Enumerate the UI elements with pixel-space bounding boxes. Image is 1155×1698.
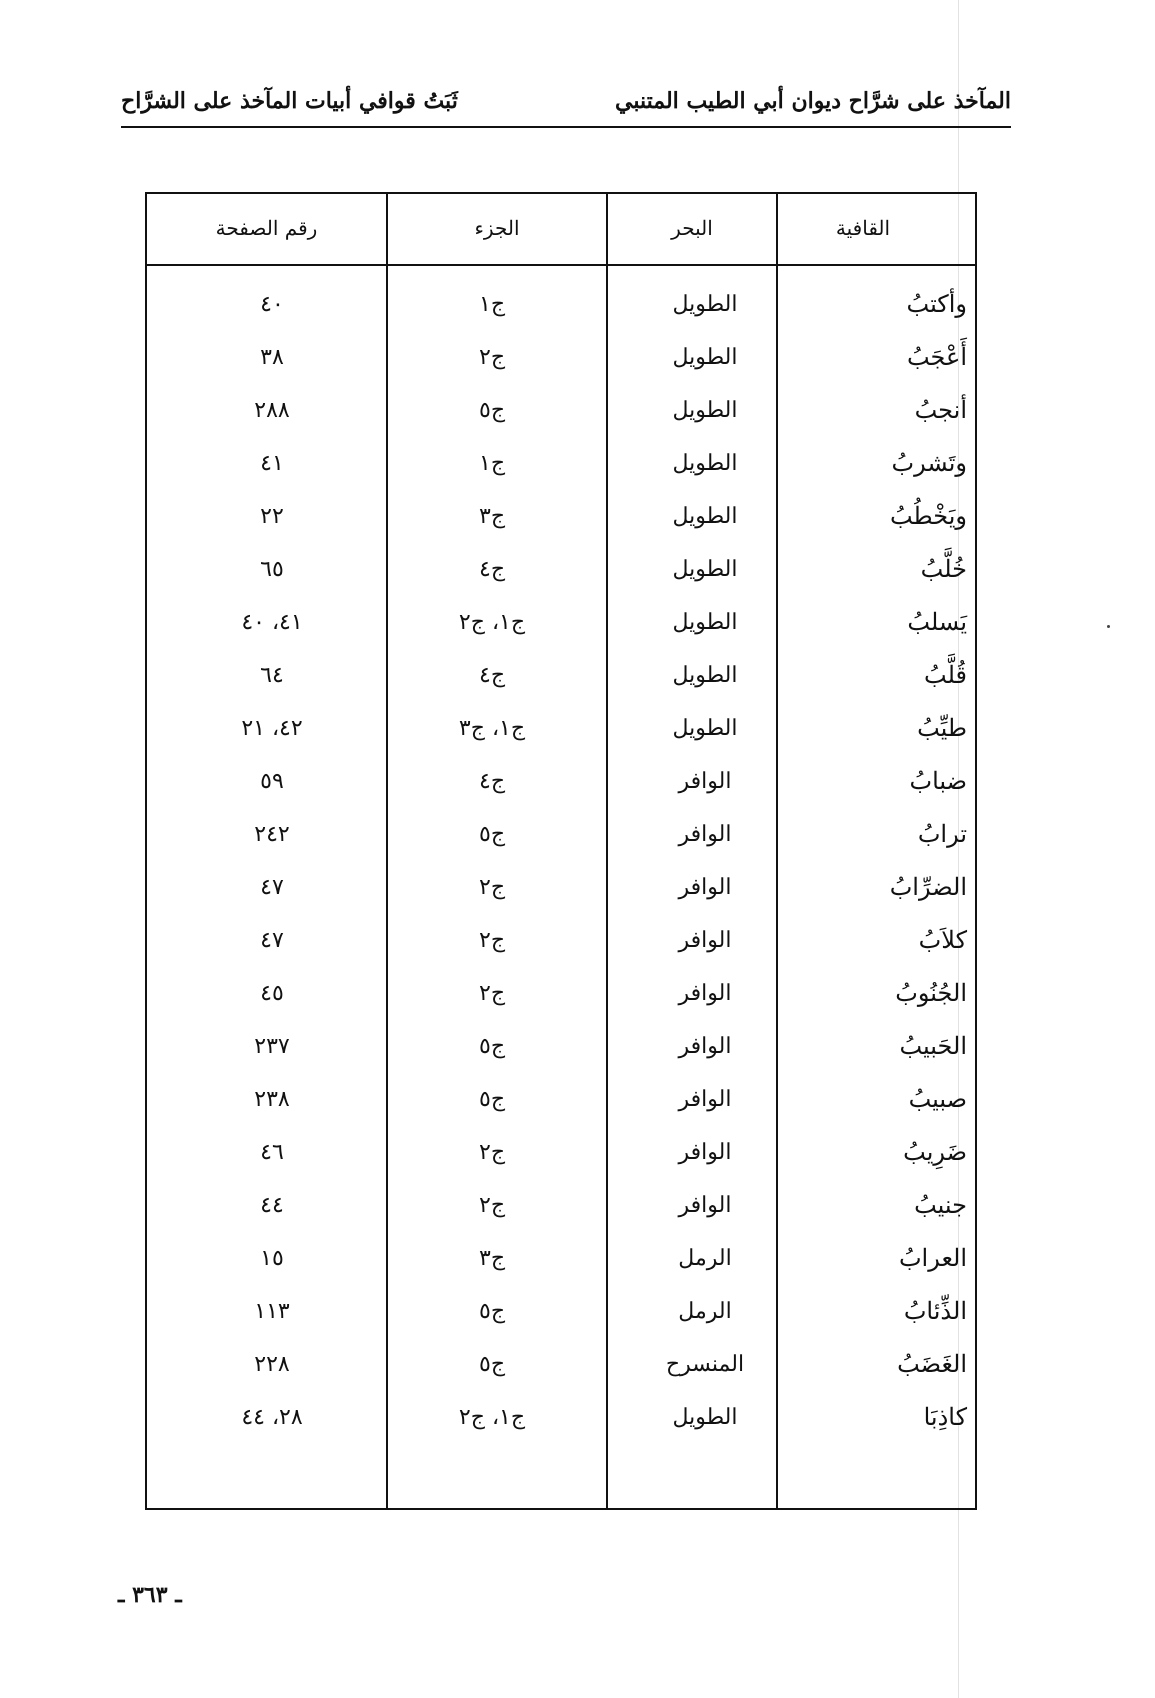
table-row [147, 278, 975, 331]
juz-cell: ج٢ [478, 1193, 506, 1218]
table-row [147, 702, 975, 755]
table-row [147, 649, 975, 702]
qafiya-cell: كلاَبُ [918, 926, 967, 954]
juz-cell: ج١ [478, 292, 506, 317]
juz-cell: ج٢ [478, 1140, 506, 1165]
rhymes-table [145, 192, 977, 1510]
qafiya-cell: صبيبُ [908, 1085, 967, 1113]
qafiya-cell: الذِّئابُ [903, 1297, 967, 1325]
bahr-cell: الوافر [678, 1193, 732, 1218]
qafiya-cell: أَعْجَبُ [906, 343, 967, 371]
juz-cell: ج١، ج٢ [458, 1405, 526, 1430]
table-row [147, 437, 975, 490]
bahr-cell: الوافر [678, 769, 732, 794]
page-cell: ٤٧ [260, 928, 284, 953]
qafiya-cell: أنجبُ [914, 396, 967, 424]
qafiya-cell: طيِّبُ [917, 714, 967, 742]
juz-cell: ج٢ [478, 345, 506, 370]
bahr-cell: الطويل [672, 398, 738, 423]
qafiya-cell: خُلَّبُ [920, 555, 967, 583]
juz-cell: ج٣ [478, 1246, 506, 1271]
qafiya-cell: ترابُ [917, 820, 967, 848]
table-row [147, 808, 975, 861]
page-cell: ١٥ [260, 1246, 284, 1271]
bahr-cell: الطويل [672, 1405, 738, 1430]
page-cell: ٤١ [260, 451, 284, 476]
juz-cell: ج٥ [478, 1352, 506, 1377]
qafiya-cell: كاذِبَا [923, 1403, 967, 1431]
table-row [147, 1020, 975, 1073]
page-cell: ٢٤٢ [254, 822, 290, 847]
qafiya-cell: وتَشربُ [891, 449, 967, 477]
bahr-cell: الوافر [678, 875, 732, 900]
qafiya-cell: قُلَّبُ [924, 661, 967, 689]
table-row [147, 1179, 975, 1232]
qafiya-cell: الضرِّابُ [889, 873, 967, 901]
page-cell: ١١٣ [254, 1299, 290, 1324]
juz-cell: ج٥ [478, 1299, 506, 1324]
column-header-juz: الجزء [474, 216, 520, 240]
qafiya-cell: الجُنُوبُ [895, 979, 967, 1007]
table-row [147, 331, 975, 384]
juz-cell: ج٤ [478, 663, 506, 688]
page-cell: ٢٨، ٤٤ [241, 1405, 303, 1430]
table-row [147, 967, 975, 1020]
page-cell: ٢٢ [260, 504, 284, 529]
bahr-cell: الطويل [672, 345, 738, 370]
page-cell: ٣٨ [260, 345, 284, 370]
bahr-cell: الوافر [678, 1087, 732, 1112]
juz-cell: ج٢ [478, 981, 506, 1006]
page-cell: ٤١، ٤٠ [241, 610, 303, 635]
page-cell: ٤٦ [260, 1140, 284, 1165]
table-row [147, 1126, 975, 1179]
header-book-title: المآخذ على شرَّاح ديوان أبي الطيب المتنبي [615, 88, 1011, 114]
page-cell: ٢٨٨ [254, 398, 290, 423]
page-cell: ٤٠ [260, 292, 284, 317]
bahr-cell: الطويل [672, 663, 738, 688]
table-row [147, 1391, 975, 1444]
page-cell: ٤٢، ٢١ [241, 716, 303, 741]
table-row [147, 543, 975, 596]
page-cell: ٦٥ [260, 557, 284, 582]
table-row [147, 1285, 975, 1338]
table-row [147, 596, 975, 649]
bahr-cell: الطويل [672, 716, 738, 741]
table-row [147, 755, 975, 808]
qafiya-cell: العرابُ [898, 1244, 967, 1272]
qafiya-cell: وأكتبُ [906, 290, 967, 318]
header-section-title: ثَبَتُ قوافي أبيات المآخذ على الشرَّاح [121, 88, 458, 114]
juz-cell: ج٥ [478, 1034, 506, 1059]
bahr-cell: الوافر [678, 822, 732, 847]
margin-dot [1107, 625, 1110, 628]
page-number: ـ ٣٦٣ ـ [118, 1582, 182, 1608]
qafiya-cell: ضبابُ [909, 767, 967, 795]
bahr-cell: الوافر [678, 1140, 732, 1165]
table-row [147, 1232, 975, 1285]
bahr-cell: الطويل [672, 451, 738, 476]
bahr-cell: الوافر [678, 928, 732, 953]
bahr-cell: المنسرح [665, 1352, 745, 1377]
qafiya-cell: يَسلبُ [907, 608, 967, 636]
table-row [147, 1338, 975, 1391]
qafiya-cell: الحَبيبُ [899, 1032, 967, 1060]
bahr-cell: الوافر [678, 1034, 732, 1059]
table-row [147, 384, 975, 437]
juz-cell: ج٢ [478, 875, 506, 900]
column-header-page: رقم الصفحة [215, 216, 318, 240]
juz-cell: ج١ [478, 451, 506, 476]
bahr-cell: الوافر [678, 981, 732, 1006]
qafiya-cell: ضَرِيبُ [903, 1138, 967, 1166]
table-row [147, 490, 975, 543]
bahr-cell: الطويل [672, 292, 738, 317]
juz-cell: ج١، ج٣ [458, 716, 526, 741]
page-cell: ٤٥ [260, 981, 284, 1006]
page-cell: ٤٧ [260, 875, 284, 900]
running-header [121, 86, 1011, 128]
page-cell: ٢٣٨ [254, 1087, 290, 1112]
juz-cell: ج٥ [478, 1087, 506, 1112]
juz-cell: ج٤ [478, 769, 506, 794]
page-cell: ٥٩ [260, 769, 284, 794]
header-separator [147, 264, 975, 266]
page-cell: ٢٣٧ [254, 1034, 290, 1059]
bahr-cell: الطويل [672, 557, 738, 582]
page-cell: ٦٤ [260, 663, 284, 688]
juz-cell: ج٣ [478, 504, 506, 529]
table-row [147, 1073, 975, 1126]
bahr-cell: الطويل [672, 504, 738, 529]
qafiya-cell: الغَضَبُ [897, 1350, 967, 1378]
table-row [147, 861, 975, 914]
juz-cell: ج٢ [478, 928, 506, 953]
qafiya-cell: جنيبُ [914, 1191, 967, 1219]
bahr-cell: الرمل [678, 1246, 732, 1271]
column-header-qafiya: القافية [835, 216, 891, 240]
juz-cell: ج٤ [478, 557, 506, 582]
column-header-bahr: البحر [671, 216, 713, 240]
bahr-cell: الطويل [672, 610, 738, 635]
juz-cell: ج٥ [478, 822, 506, 847]
juz-cell: ج١، ج٢ [458, 610, 526, 635]
qafiya-cell: ويَخْطُبُ [889, 502, 967, 530]
bahr-cell: الرمل [678, 1299, 732, 1324]
page-cell: ٤٤ [260, 1193, 284, 1218]
page-cell: ٢٢٨ [254, 1352, 290, 1377]
table-row [147, 914, 975, 967]
juz-cell: ج٥ [478, 398, 506, 423]
